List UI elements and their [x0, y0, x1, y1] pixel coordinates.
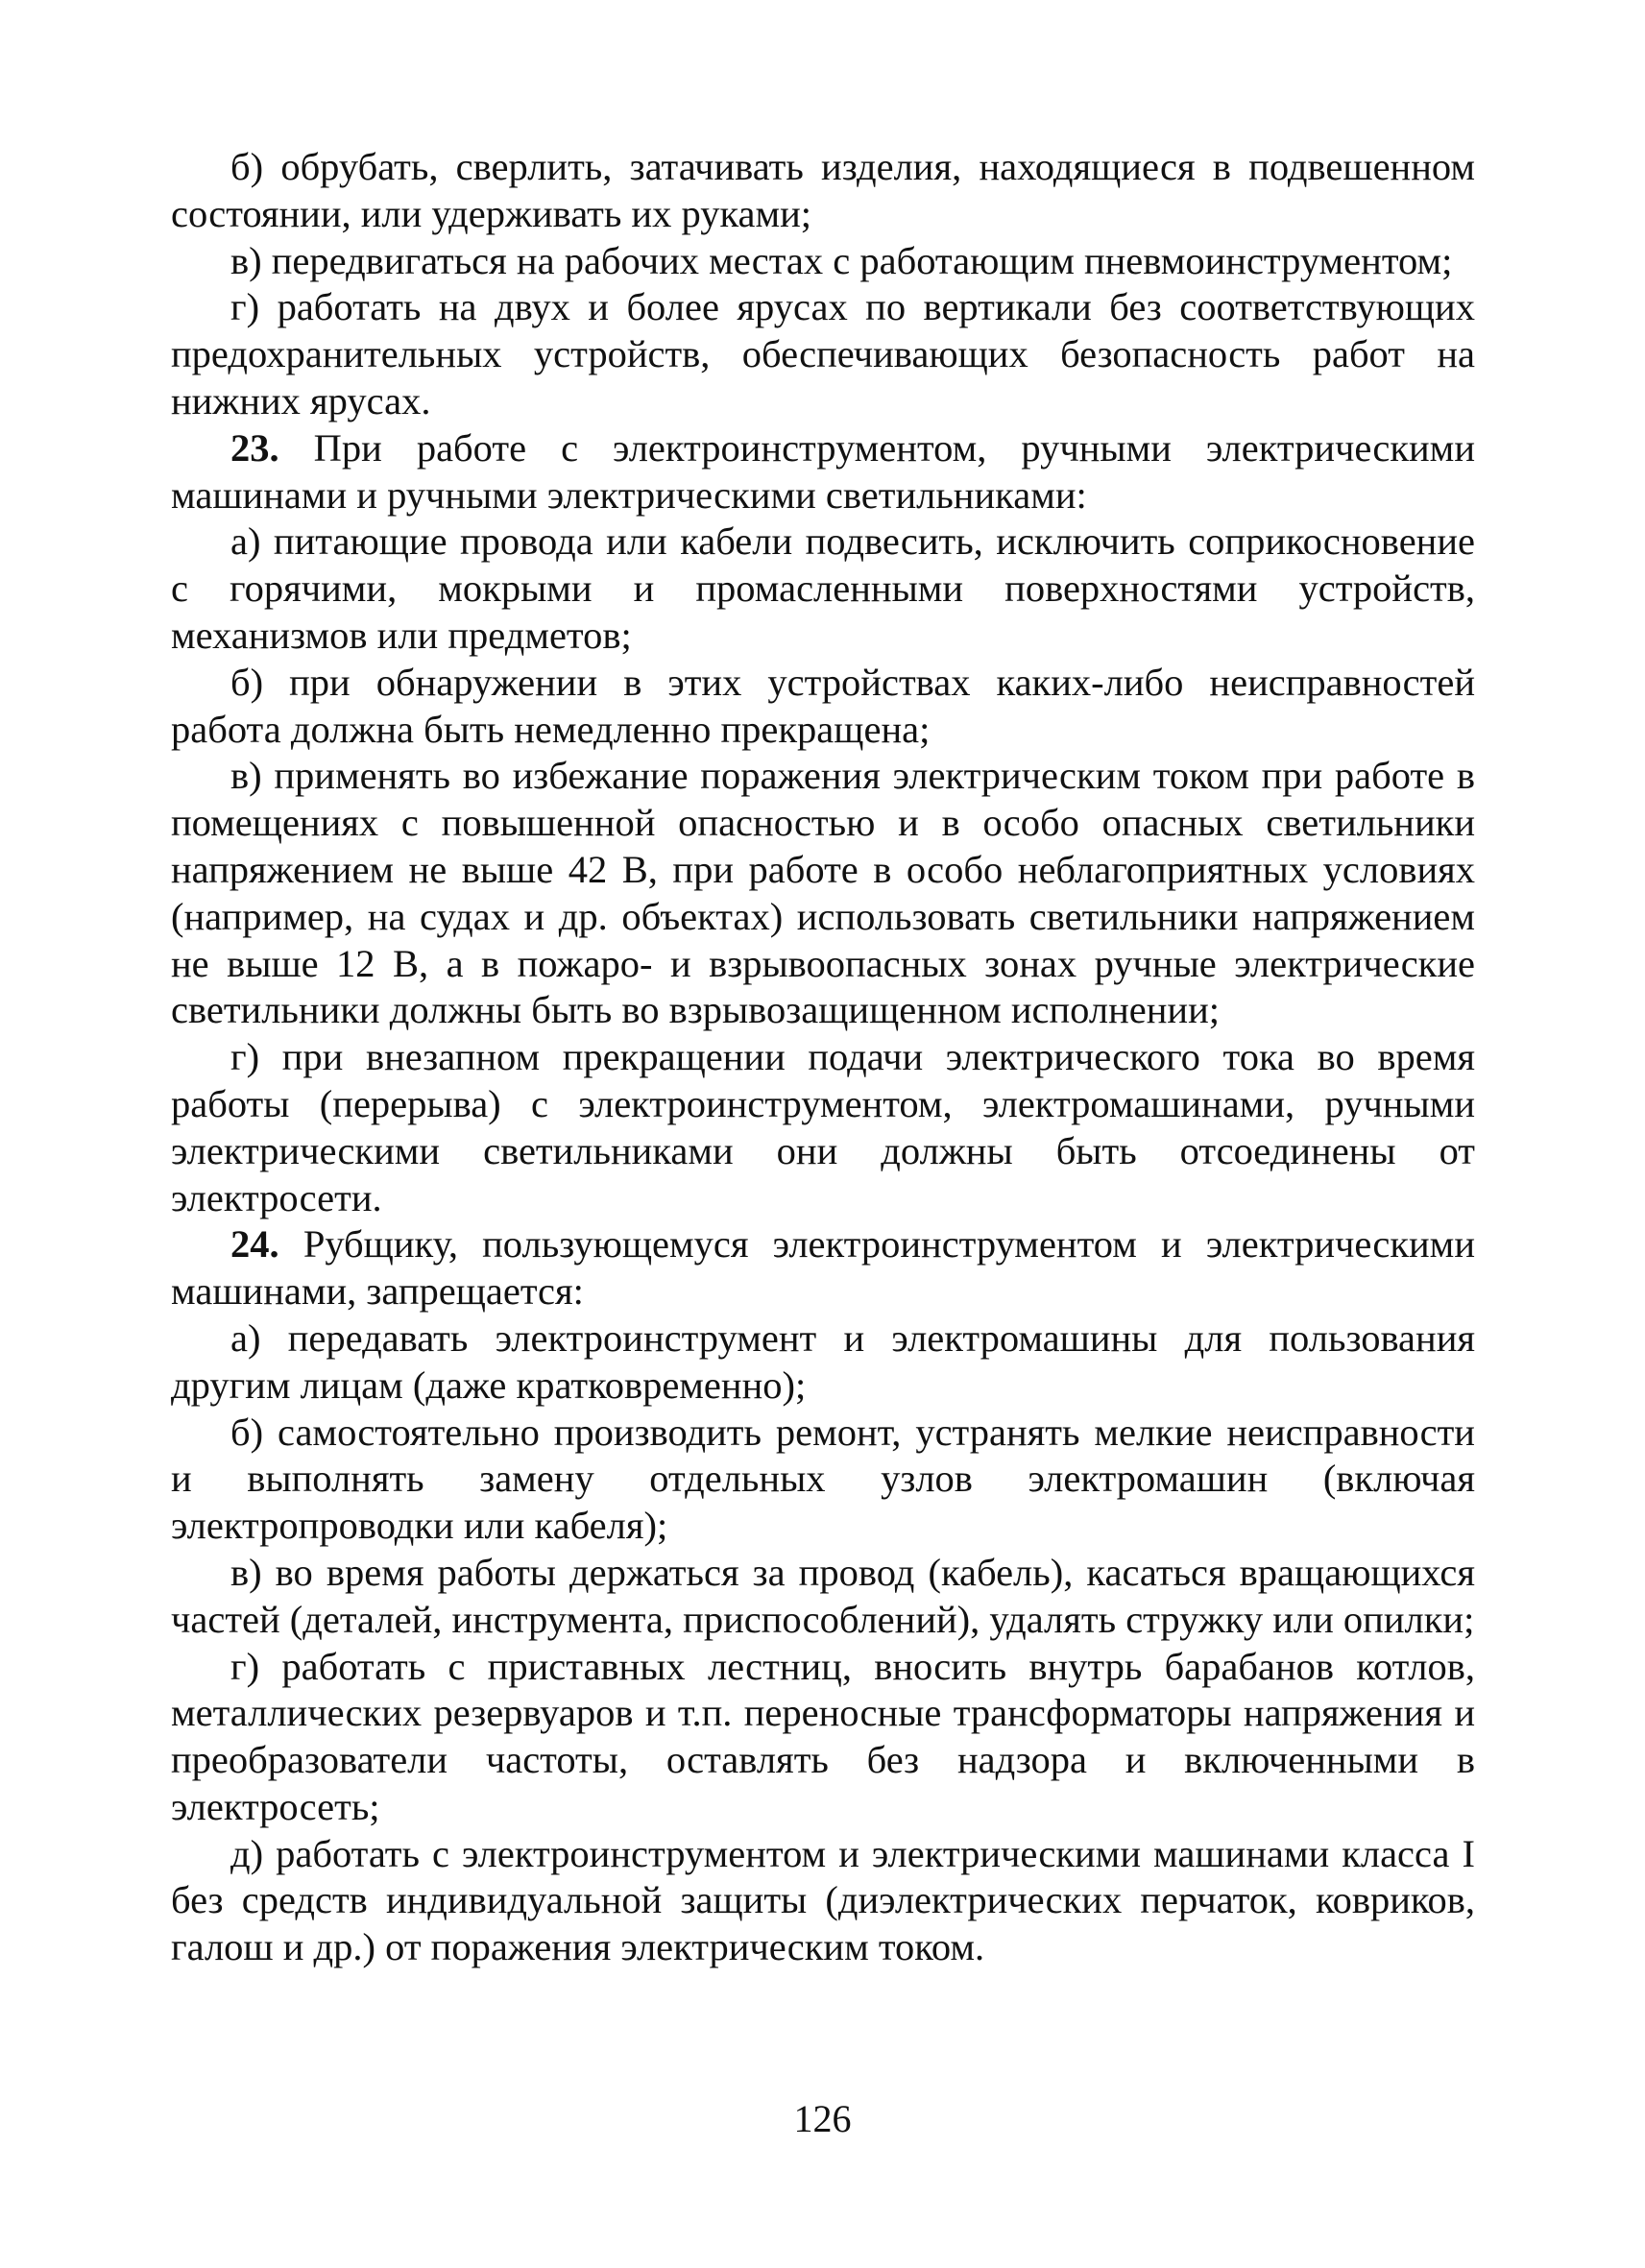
paragraph-text: б) обрубать, сверлить, затачивать изделия, находящиеся в подвешенном состоянии, или удерживать их руками; [171, 145, 1475, 235]
paragraph-text: При работе с электроинструментом, ручными электрическими машинами и ручными электрическими светильниками: [171, 425, 1475, 517]
page-number: 126 [793, 2097, 852, 2140]
paragraph-23 [171, 425, 1475, 519]
paragraph-24a [171, 1315, 1475, 1410]
paragraph-22b [171, 144, 1475, 238]
paragraph-24b [171, 1410, 1475, 1550]
paragraph-22v [171, 238, 1475, 285]
paragraph-22g [171, 284, 1475, 424]
paragraph-text: в) во время работы держаться за провод (кабель), касаться вращающихся частей (деталей, инструмента, приспособлений), удалять стружку или опилки; [171, 1550, 1475, 1641]
paragraph-text: а) питающие провода или кабели подвесить, исключить соприкосновение с горячими, мокрыми и промасленными поверхностями устройств, механизмов или предметов; [171, 519, 1475, 657]
document-page [171, 144, 1475, 1971]
paragraph-24d [171, 1831, 1475, 1971]
paragraph-text: г) работать на двух и более ярусах по вертикали без соответствующих предохранительных устройств, обеспечивающих безопасность работ на нижних ярусах. [171, 285, 1475, 422]
paragraph-number: 24. [230, 1222, 279, 1267]
paragraph-text: б) при обнаружении в этих устройствах каких-либо неисправностей работа должна быть немедленно прекращена; [171, 660, 1475, 751]
paragraph-text: в) передвигаться на рабочих местах с работающим пневмоинструментом; [230, 238, 1453, 282]
paragraph-text: г) работать с приставных лестниц, вносить внутрь барабанов котлов, металлических резервуаров и т.п. переносные трансформаторы напряжения и преобразователи частоты, оставлять без надзора и включенными в электросеть; [171, 1644, 1475, 1828]
paragraph-text: б) самостоятельно производить ремонт, устранять мелкие неисправности и выполнять замену отдельных узлов электромашин (включая электропроводки или кабеля); [171, 1410, 1475, 1548]
paragraph-text: Рубщику, пользующемуся электроинструментом и электрическими машинами, запрещается: [171, 1222, 1475, 1314]
paragraph-text: г) при внезапном прекращении подачи электрического тока во время работы (перерыва) с электроинструментом, электромашинами, ручными электрическими светильниками они должны быть отсоединены от электросети. [171, 1035, 1475, 1219]
paragraph-23v [171, 753, 1475, 1034]
paragraph-24g [171, 1644, 1475, 1831]
paragraph-23a [171, 519, 1475, 659]
paragraph-text: в) применять во избежание поражения электрическим током при работе в помещениях с повышенной опасностью и в особо опасных светильники напряжением не выше 42 В, при работе в особо неблагоприятных условиях (например, на судах и др. объектах) использовать светильники напряжением не выше 12 В, а в пожаро- и взрывоопасных зонах ручные электрические светильники должны быть во взрывозащищенном исполнении; [171, 754, 1475, 1032]
paragraph-24 [171, 1221, 1475, 1315]
paragraph-23g [171, 1034, 1475, 1221]
paragraph-text: а) передавать электроинструмент и электромашины для пользования другим лицам (даже кратковременно); [171, 1315, 1475, 1407]
paragraph-24v [171, 1550, 1475, 1644]
paragraph-23b [171, 660, 1475, 754]
paragraph-number: 23. [230, 425, 279, 470]
paragraph-text: д) работать с электроинструментом и электрическими машинами класса I без средств индивидуальной защиты (диэлектрических перчаток, ковриков, галош и др.) от поражения электрическим током. [171, 1831, 1475, 1969]
